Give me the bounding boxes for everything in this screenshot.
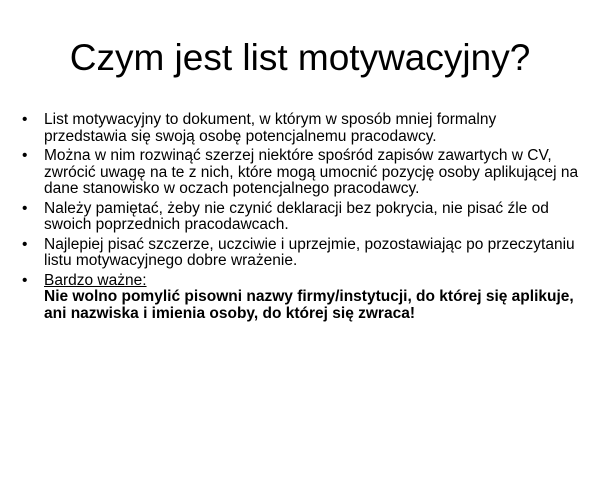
list-item [22, 237, 582, 270]
list-item [22, 148, 582, 198]
bullet-icon: • [22, 111, 28, 128]
bullet-text: Należy pamiętać, żeby nie czynić deklaracji bez pokrycia, nie pisać źle od swoich poprzednich pracodawcach. [44, 199, 549, 233]
list-item [22, 201, 582, 234]
important-text: Nie wolno pomylić pisowni nazwy firmy/instytucji, do której się aplikuje, ani nazwiska i imienia osoby, do której się zwraca! [44, 288, 574, 322]
bullet-text: List motywacyjny to dokument, w którym w sposób mniej formalny przedstawia się swoją osobę potencjalnemu pracodawcy. [44, 111, 497, 145]
important-item [22, 273, 582, 323]
list-item [22, 112, 582, 145]
slide-title: Czym jest list motywacyjny? [69, 37, 531, 78]
bullet-icon: • [22, 235, 28, 253]
important-label: Bardzo ważne: [44, 271, 147, 289]
bullet-list [22, 112, 582, 325]
bullet-icon: • [22, 271, 28, 289]
bullet-icon: • [22, 199, 28, 217]
bullet-text: Najlepiej pisać szczerze, uczciwie i uprzejmie, pozostawiając po przeczytaniu listu motywacyjnego dobre wrażenie. [44, 235, 575, 269]
bullet-text: Można w nim rozwinąć szerzej niektóre spośród zapisów zawartych w CV, zwrócić uwagę na te z nich, które mogą umocnić pozycję osoby aplikującej na dane stanowisko w oczach potencjalnego pracodawcy. [44, 147, 579, 197]
bullet-icon: • [22, 147, 28, 164]
